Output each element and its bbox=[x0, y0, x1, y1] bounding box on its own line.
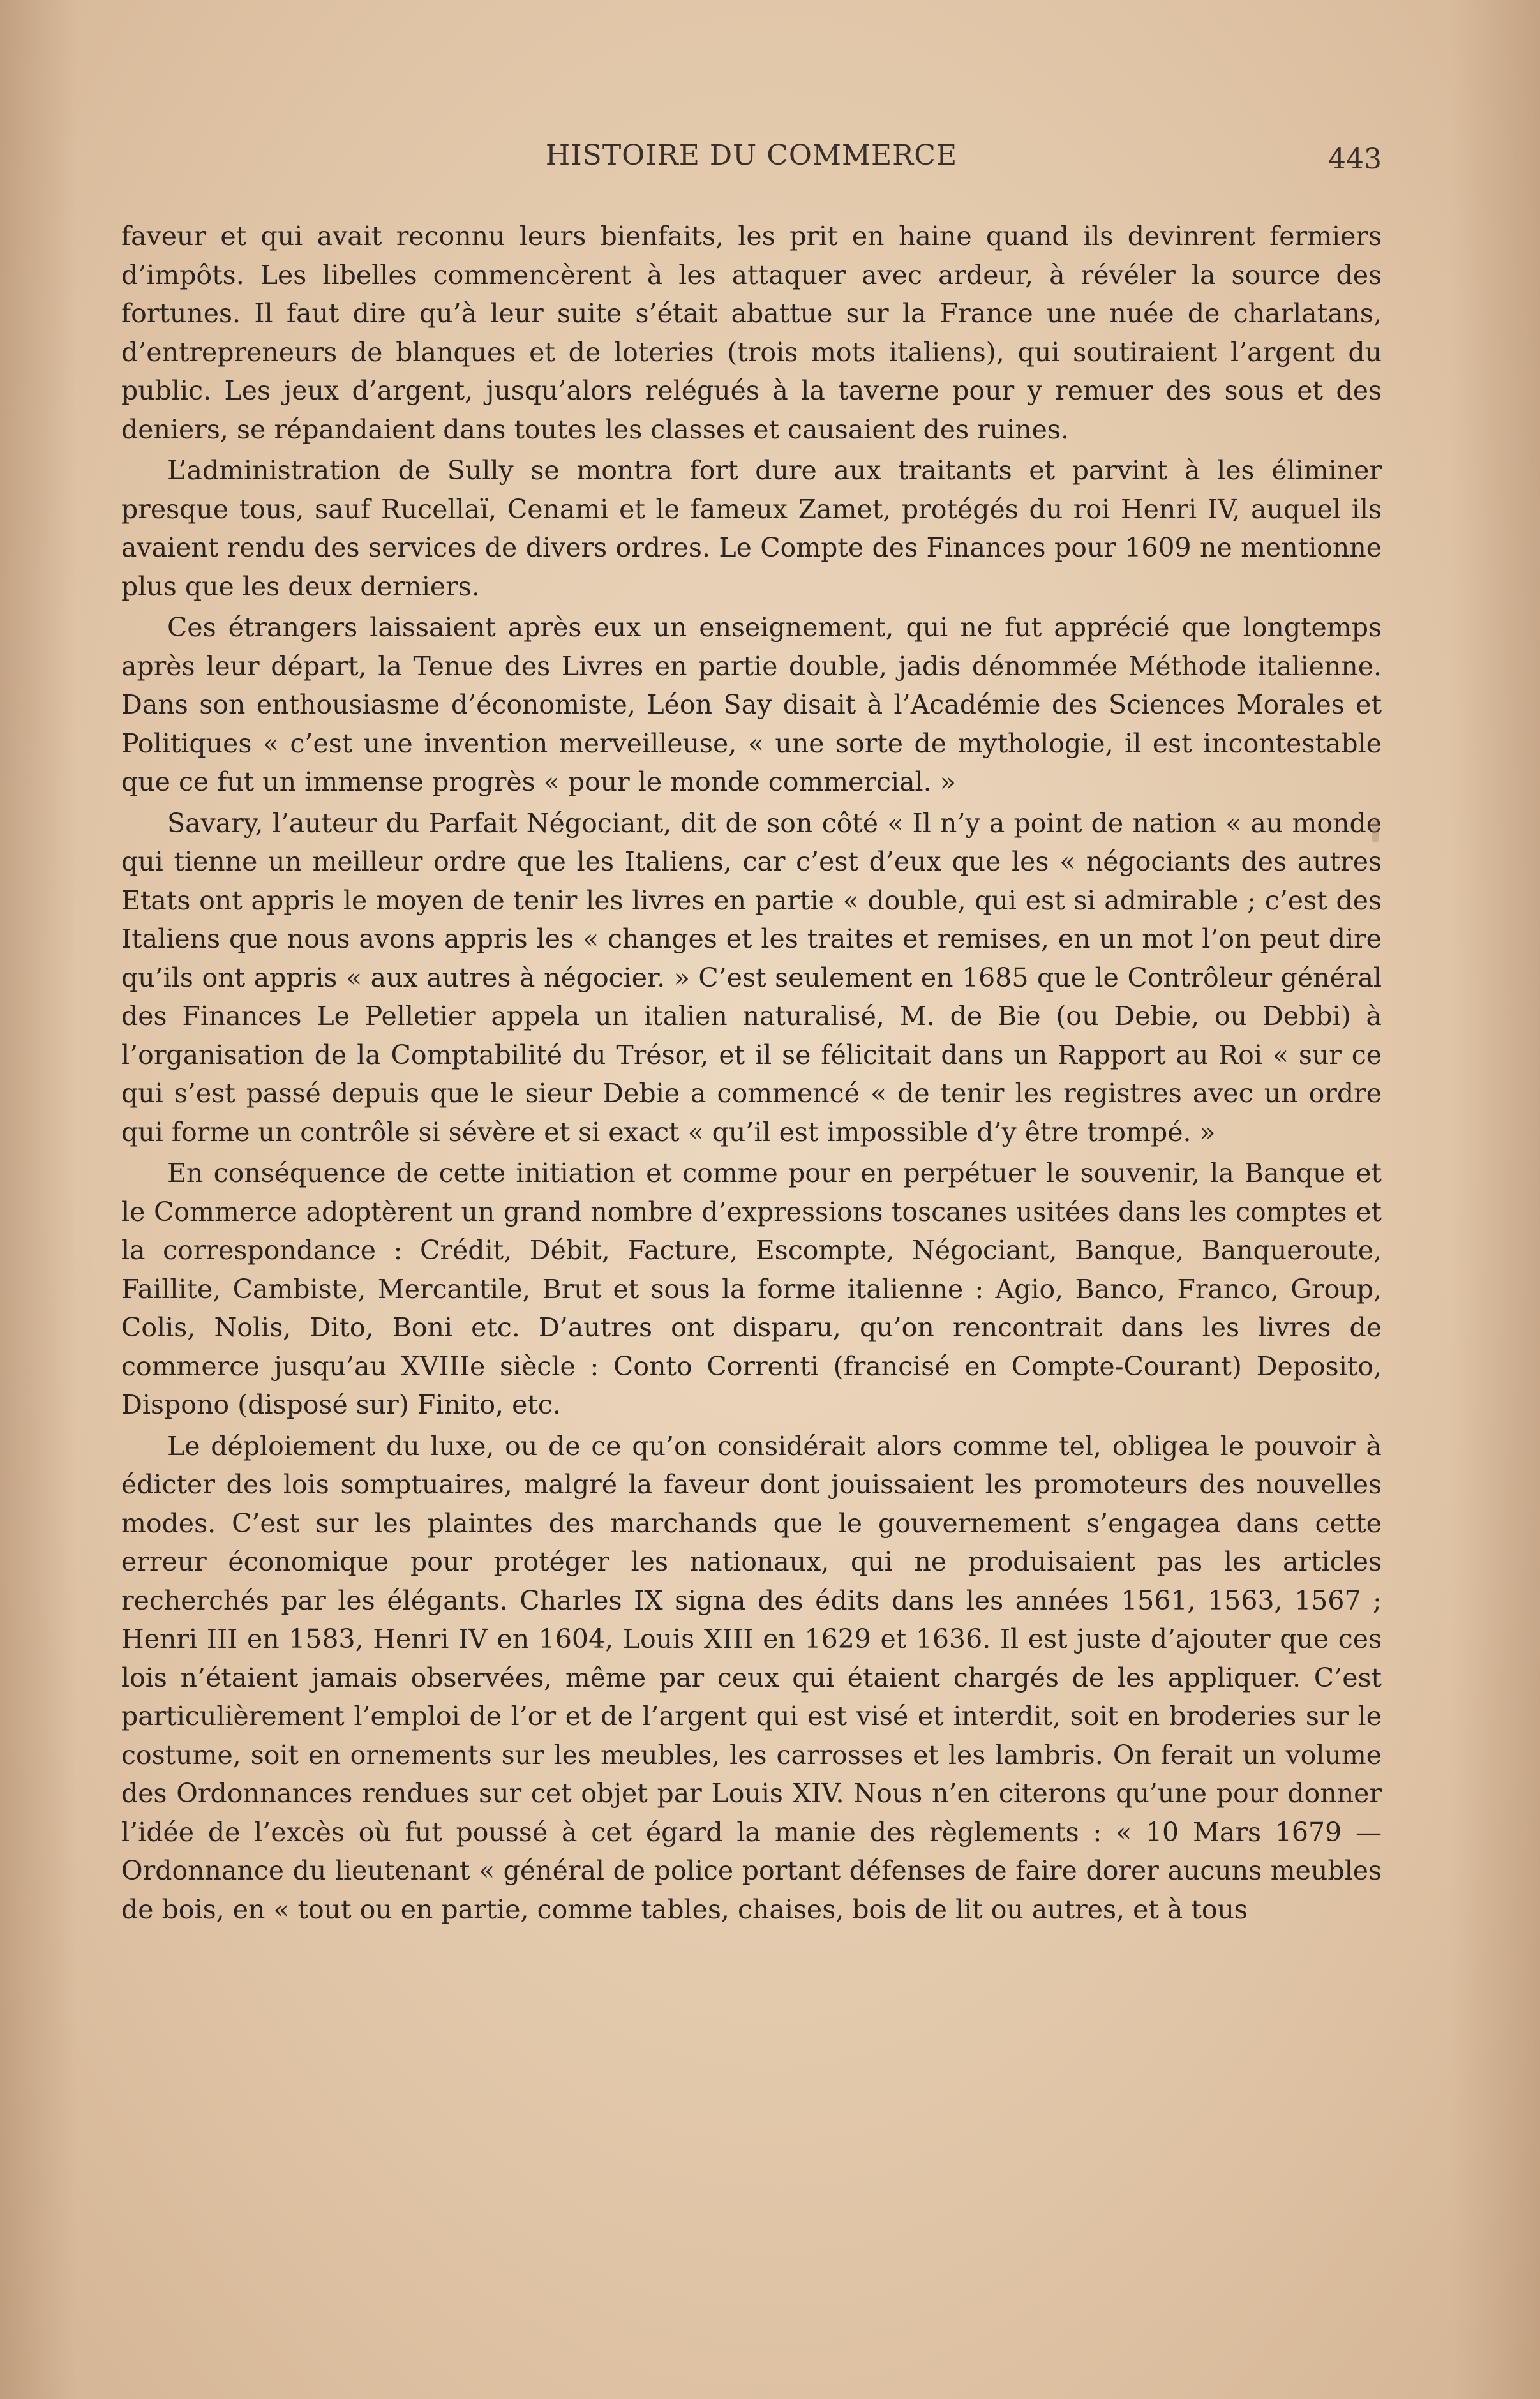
paragraph-5: En conséquence de cette initiation et comme pour en perpétuer le souvenir, la Banque et le Commerce adoptèrent un grand nombre d’expressions toscanes usitées dans les comptes et la correspondance : Crédit, Débit, Facture, Escompte, Négociant, Banque, Banqueroute, Faillite, Cambiste, Mercantile, Brut et sous la forme italienne : Agio, Banco, Franco, Group, Colis, Nolis, Dito, Boni etc. D’autres ont disparu, qu’on rencontrait dans les livres de commerce jusqu’au XVIIIe siècle : Conto Correnti (francisé en Compte-Courant) Deposito, Dispono (disposé sur) Finito, etc. bbox=[121, 1158, 1382, 1420]
paragraph-3: Ces étrangers laissaient après eux un enseignement, qui ne fut apprécié que longtemps après leur départ, la Tenue des Livres en partie double, jadis dénommée Méthode italienne. Dans son enthousiasme d’économiste, Léon Say disait à l’Académie des Sciences Morales et Politiques « c’est une invention merveilleuse, « une sorte de mythologie, il est incontestable que ce fut un immense progrès « pour le monde commercial. » bbox=[121, 612, 1382, 797]
paragraph-4: Savary, l’auteur du Parfait Négociant, dit de son côté « Il n’y a point de nation « au monde qui tienne un meilleur ordre que les Italiens, car c’est d’eux que les « négociants des autres Etats ont appris le moyen de tenir les livres en partie « double, qui est si admirable ; c’est des Italiens que nous avons appris les « changes et les traites et remises, en un mot l’on peut dire qu’ils ont appris « aux autres à négocier. » C’est seulement en 1685 que le Contrôleur général des Finances Le Pelletier appela un italien naturalisé, M. de Bie (ou Debie, ou Debbi) à l’organisation de la Comptabilité du Trésor, et il se félicitait dans un Rapport au Roi « sur ce qui s’est passé depuis que le sieur Debie a commencé « de tenir les registres avec un ordre qui forme un contrôle si sévère et si exact « qu’il est impossible d’y être trompé. » bbox=[121, 807, 1382, 1147]
page-number: 443 bbox=[1328, 143, 1382, 176]
paragraph-6: Le déploiement du luxe, ou de ce qu’on considérait alors comme tel, obligea le pouvoir à édicter des lois somptuaires, malgré la faveur dont jouissaient les promoteurs des nouvelles modes. C’est sur les plaintes des marchands que le gouvernement s’engagea dans cette erreur économique pour protéger les nationaux, qui ne produisaient pas les articles recherchés par les élégants. Charles IX signa des édits dans les années 1561, 1563, 1567 ; Henri III en 1583, Henri IV en 1604, Louis XIII en 1629 et 1636. Il est juste d’ajouter que ces lois n’étaient jamais observées, même par ceux qui étaient chargés de les appliquer. C’est particulièrement l’emploi de l’or et de l’argent qui est visé et interdit, soit en broderies sur le costume, soit en ornements sur les meubles, les carrosses et les lambris. On ferait un volume des Ordonnances rendues sur cet objet par Louis XIV. Nous n’en citerons qu’une pour donner l’idée de l’excès où fut poussé à cet égard la manie des règlements : « 10 Mars 1679 — Ordonnance du lieutenant « général de police portant défenses de faire dorer aucuns meubles de bois, en « tout ou en partie, comme tables, chaises, bois de lit ou autres, et à tous bbox=[121, 1430, 1382, 1925]
paragraph-1: faveur et qui avait reconnu leurs bienfaits, les prit en haine quand ils devinrent fermiers d’impôts. Les libelles commencèrent à les attaquer avec ardeur, à révéler la source des fortunes. Il faut dire qu’à leur suite s’était abattue sur la France une nuée de charlatans, d’entrepreneurs de blanques et de loteries (trois mots italiens), qui soutiraient l’argent du public. Les jeux d’argent, jusqu’alors relégués à la taverne pour y remuer des sous et des deniers, se répandaient dans toutes les classes et causaient des ruines. bbox=[121, 221, 1382, 445]
page-header-title: HISTOIRE DU COMMERCE bbox=[545, 139, 958, 172]
body-text bbox=[121, 217, 1382, 1931]
paragraph-2: L’administration de Sully se montra fort dure aux traitants et parvint à les éliminer presque tous, sauf Rucellaï, Cenami et le fameux Zamet, protégés du roi Henri IV, auquel ils avaient rendu des services de divers ordres. Le Compte des Finances pour 1609 ne mentionne plus que les deux derniers. bbox=[121, 455, 1382, 602]
running-head bbox=[121, 139, 1382, 177]
paper-mark bbox=[1372, 817, 1379, 842]
